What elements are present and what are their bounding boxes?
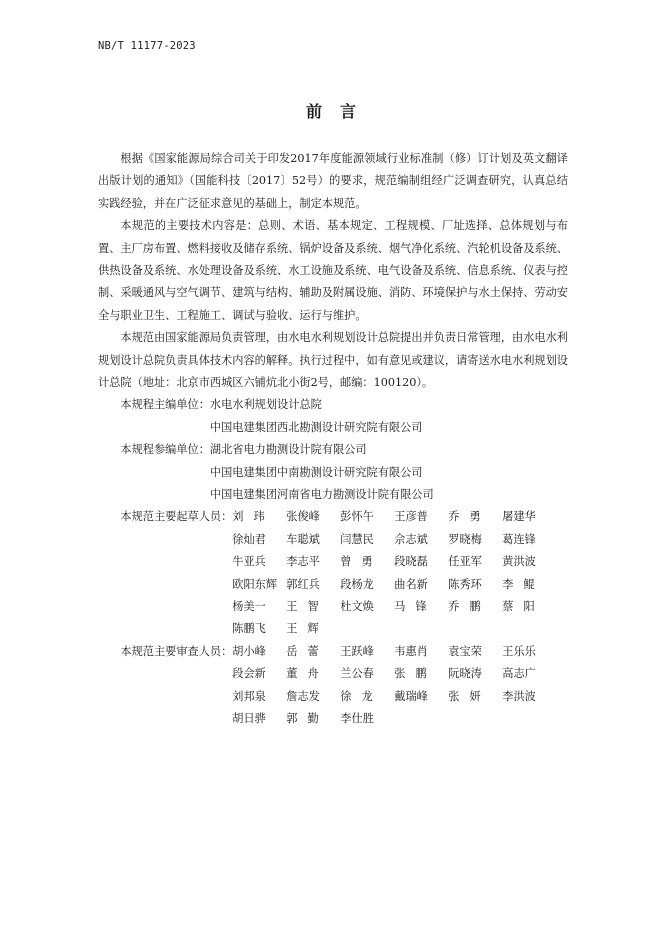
- drafter-name: 王辉: [286, 622, 329, 636]
- participants-units: [210, 439, 568, 506]
- participant-unit: 中国电建集团河南省电力勘测设计院有限公司: [209, 488, 434, 502]
- drafter-name: 陈鹏飞: [232, 622, 266, 636]
- drafter-name: 李鲲: [502, 577, 545, 591]
- chief-editor-label: 本规程主编单位：: [120, 398, 210, 412]
- drafter-name: 王彦普: [394, 510, 428, 524]
- drafter-name: 曲名新: [394, 577, 428, 591]
- reviewers-names: [232, 641, 568, 731]
- drafter-name: 黄洪波: [502, 555, 536, 569]
- participant-unit: 中国电建集团中南勘测设计研究院有限公司: [209, 465, 423, 479]
- chief-editor-units: [210, 394, 568, 439]
- drafter-name: 段杨龙: [340, 577, 374, 591]
- drafter-name: 任亚军: [448, 555, 482, 569]
- drafter-name: 彭怀午: [340, 510, 374, 524]
- drafter-name: 车聪斌: [286, 532, 320, 546]
- chief-editor-section: [98, 394, 568, 439]
- drafters-section: [98, 506, 568, 640]
- reviewer-name: 胡小峰: [232, 644, 266, 658]
- drafter-name: 王智: [286, 599, 329, 613]
- chief-editor-unit: 中国电建集团西北勘测设计研究院有限公司: [209, 420, 423, 434]
- reviewer-name: 李洪波: [502, 689, 536, 703]
- drafter-name: 马锋: [394, 599, 437, 613]
- drafter-name: 罗晓梅: [448, 532, 482, 546]
- reviewer-name: 王乐乐: [502, 644, 536, 658]
- drafter-name: 杜文焕: [340, 599, 374, 613]
- reviewer-name: 袁宝荣: [448, 644, 482, 658]
- reviewer-name: 段会新: [232, 667, 266, 681]
- drafter-name: 徐灿君: [232, 532, 266, 546]
- reviewer-name: 兰公春: [340, 667, 374, 681]
- drafter-name: 李志平: [286, 555, 320, 569]
- reviewers-section: [98, 641, 568, 731]
- drafter-name: 闫慧民: [340, 532, 374, 546]
- reviewer-name: 郭勤: [286, 711, 329, 725]
- drafter-name: 屠建华: [502, 510, 536, 524]
- drafter-name: 陈秀环: [448, 577, 482, 591]
- standard-number: NB/T 11177-2023: [98, 40, 196, 52]
- reviewer-name: 韦惠肖: [394, 644, 428, 658]
- reviewer-name: 张妍: [448, 689, 491, 703]
- reviewer-name: 胡日骅: [232, 711, 266, 725]
- participants-section: [98, 439, 568, 506]
- drafter-name: 曾勇: [340, 555, 383, 569]
- paragraph-management: 本规范由国家能源局负责管理，由水电水利规划设计总院提出并负责日常管理，由水电水利规划设计总院负责具体技术内容的解释。执行过程中，如有意见或建议，请寄送水电水利规划设计总院（地址：北京市西城区六铺炕北小街2号，邮编：100120）。: [98, 331, 568, 390]
- reviewers-label: 本规范主要审查人员：: [120, 644, 233, 658]
- reviewer-name: 董舟: [286, 667, 329, 681]
- drafters-names: [232, 506, 568, 640]
- page-title: 前言: [305, 102, 374, 121]
- drafter-name: 段晓磊: [394, 555, 428, 569]
- reviewer-name: 王跃峰: [340, 644, 374, 658]
- drafter-name: 乔勇: [448, 510, 491, 524]
- reviewer-name: 张鹏: [394, 667, 437, 681]
- drafter-name: 牛亚兵: [232, 555, 266, 569]
- drafters-label: 本规范主要起草人员：: [120, 510, 233, 524]
- drafter-name: 佘志斌: [394, 532, 428, 546]
- drafter-name: 刘玮: [232, 510, 275, 524]
- drafter-name: 杨美一: [232, 599, 266, 613]
- reviewer-name: 詹志发: [286, 689, 320, 703]
- reviewer-name: 徐龙: [340, 689, 383, 703]
- participants-label: 本规程参编单位：: [120, 443, 210, 457]
- drafter-name: 葛连锋: [502, 532, 536, 546]
- reviewer-name: 刘邦泉: [232, 689, 266, 703]
- document-body: [98, 148, 568, 730]
- drafter-name: 蔡阳: [502, 599, 545, 613]
- reviewer-name: 岳蕾: [286, 644, 329, 658]
- reviewer-name: 阮晓涛: [448, 667, 482, 681]
- reviewer-name: 戴瑞峰: [394, 689, 428, 703]
- drafter-name: 张俊峰: [286, 510, 320, 524]
- paragraph-basis: 根据《国家能源局综合司关于印发2017年度能源领域行业标准制（修）订计划及英文翻译出版计划的通知》（国能科技〔2017〕52号）的要求，规范编制组经广泛调查研究，认真总结实践经验，并在广泛征求意见的基础上，制定本规范。: [98, 152, 568, 210]
- reviewer-name: 高志广: [502, 667, 536, 681]
- chief-editor-unit: 水电水利规划设计总院: [209, 398, 322, 412]
- participant-unit: 湖北省电力勘测设计院有限公司: [209, 443, 367, 457]
- reviewer-name: 李仕胜: [340, 711, 374, 725]
- drafter-name: 欧阳东辉: [232, 577, 278, 591]
- drafter-name: 郭红兵: [286, 577, 320, 591]
- paragraph-technical-content: 本规范的主要技术内容是：总则、术语、基本规定、工程规模、厂址选择、总体规划与布置、主厂房布置、燃料接收及储存系统、锅炉设备及系统、烟气净化系统、汽轮机设备及系统、供热设备及系统、水处理设备及系统、水工设施及系统、电气设备及系统、信息系统、仪表与控制、采暖通风与空气调节、建筑与结构、辅助及附属设施、消防、环境保护与水土保持、劳动安全与职业卫生、工程施工、调试与验收、运行与维护。: [98, 219, 568, 322]
- drafter-name: 乔鹏: [448, 599, 491, 613]
